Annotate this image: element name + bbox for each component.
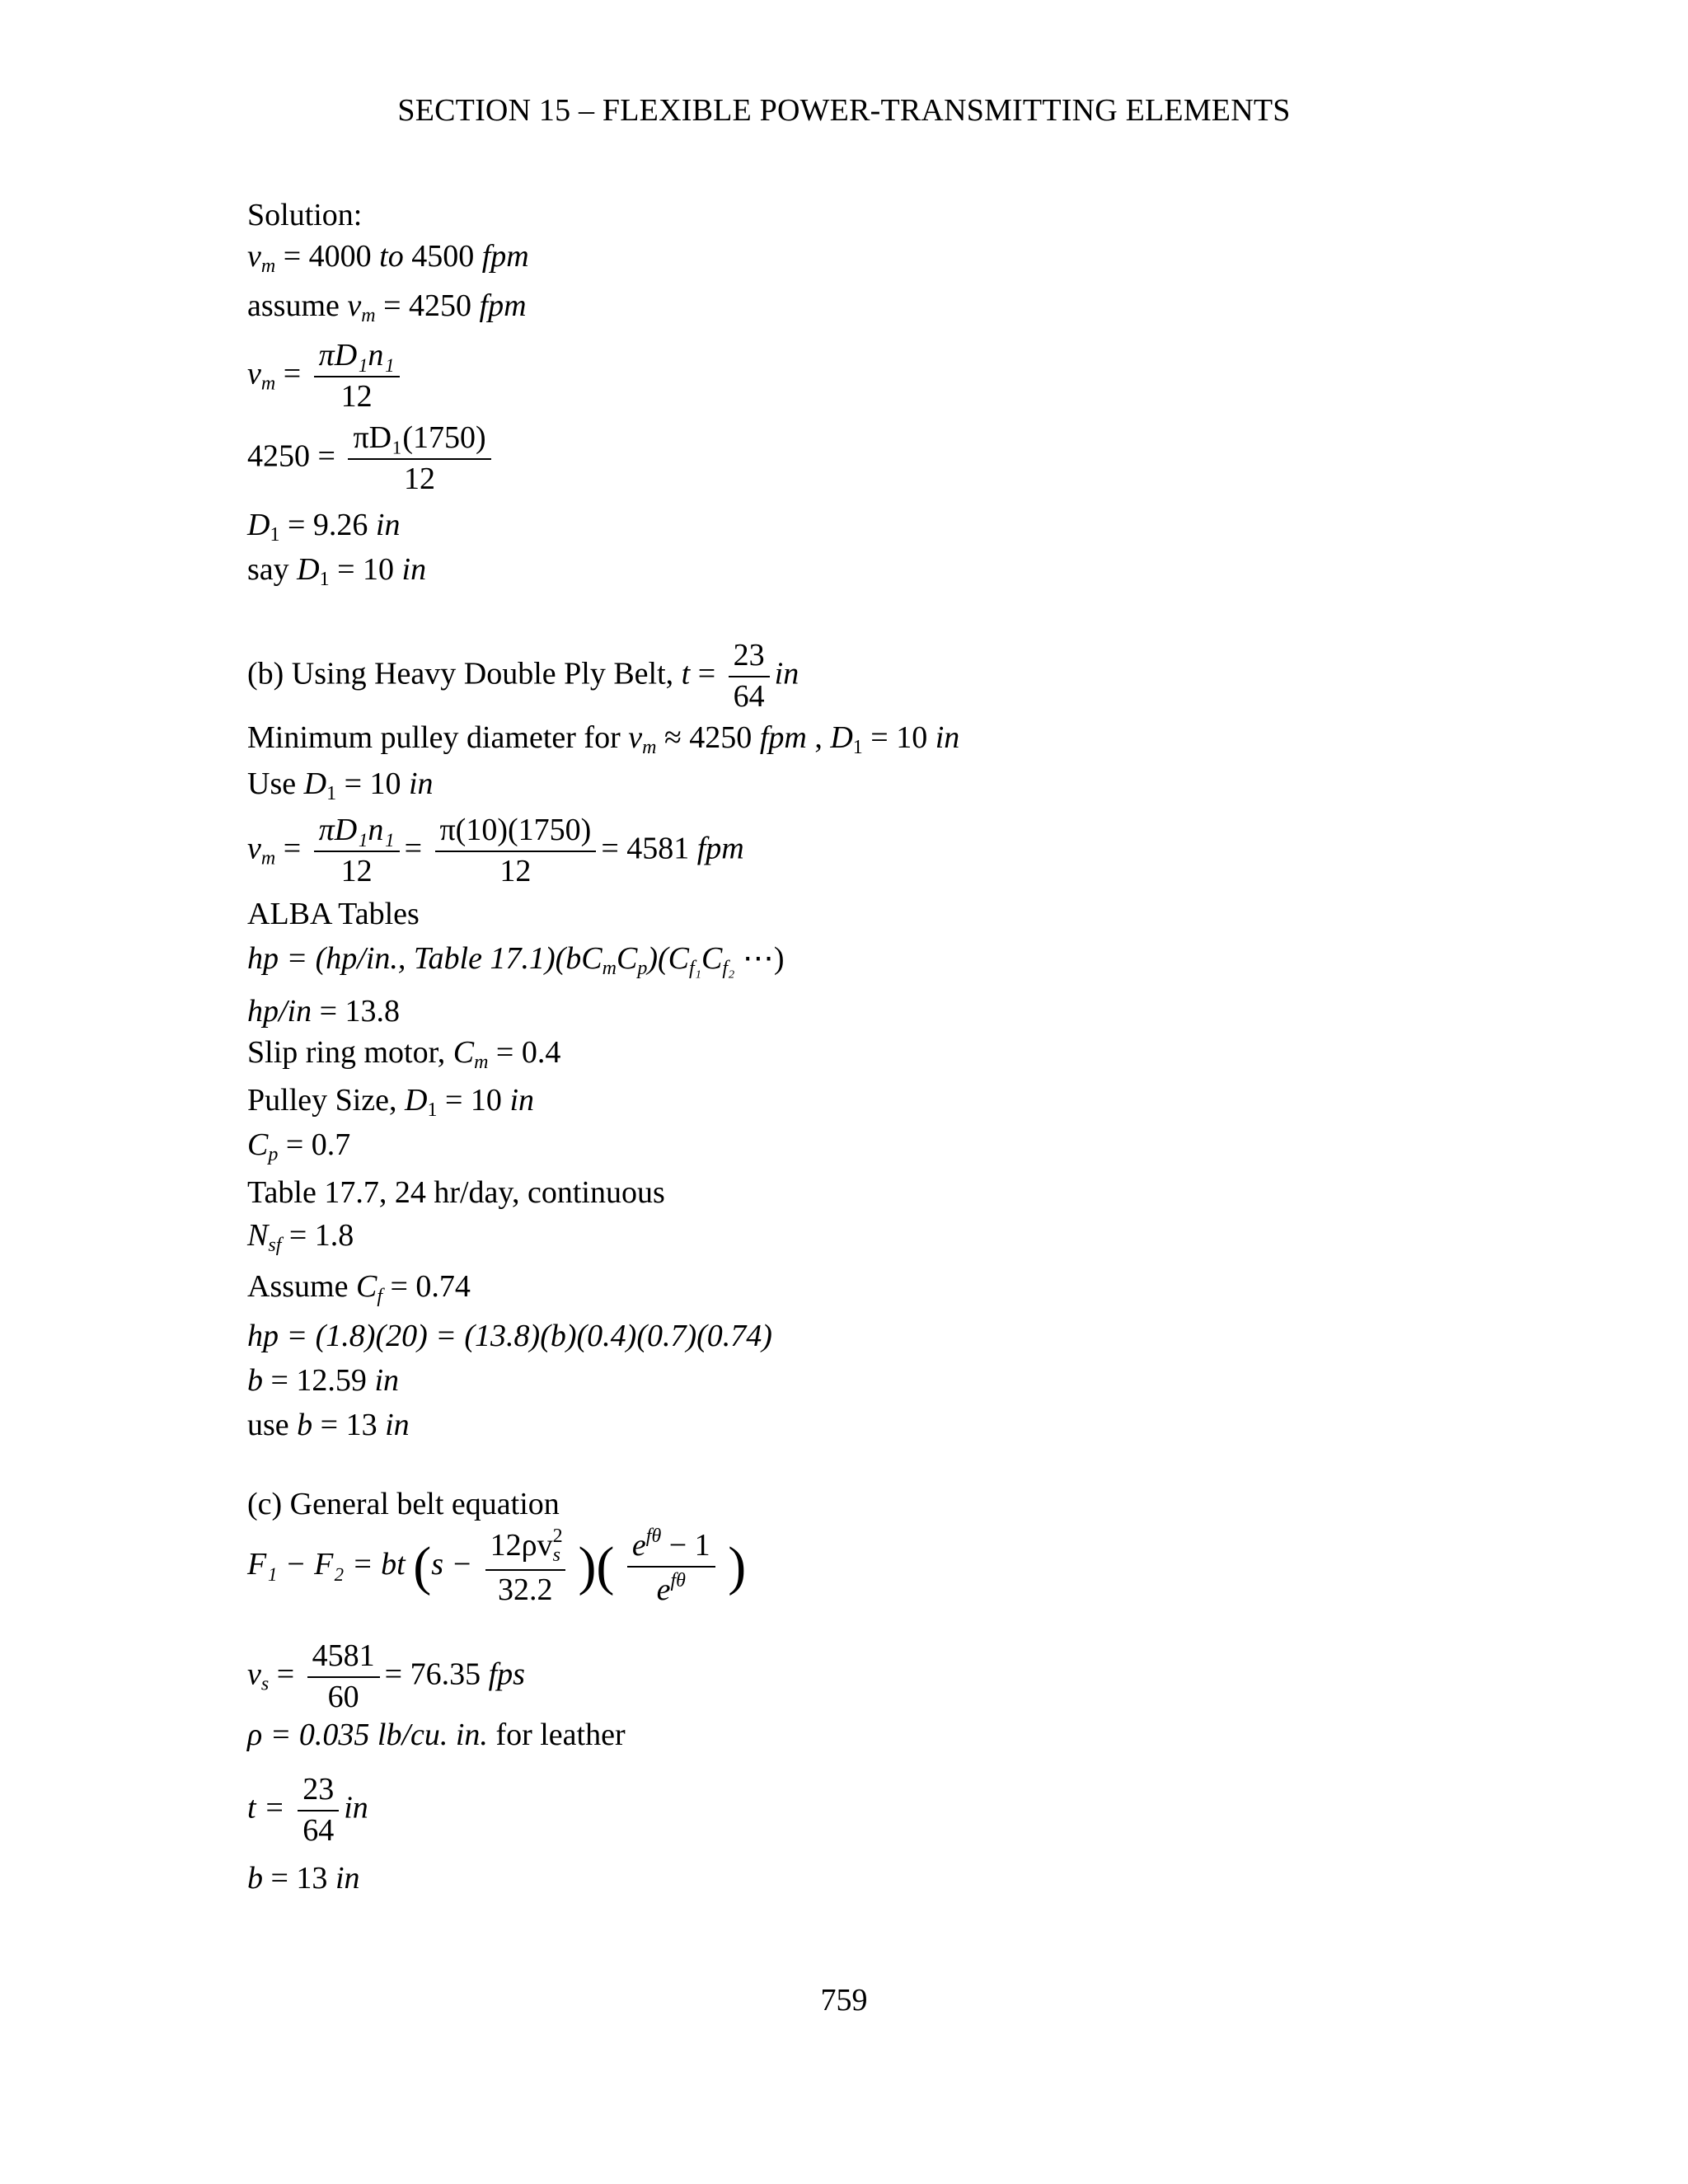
eq-vm-calc: $v_m$ = $\frac{\text{πD₁n₁}}{12}$ = $\frac{\pi(10)(1750)}{12}$ = 4581 fpm <box>247 813 744 888</box>
eq-rho: ρ = 0.035 lb/cu. in. for leather <box>247 1718 626 1752</box>
eq-vm-range: $v_m = 4000$ to 4500 fpm <box>247 239 529 277</box>
fraction: $\frac{\pi(10)(1750)}{12}$ <box>435 814 597 888</box>
eq-t: t = $\frac{23}{64}$ in <box>247 1772 368 1848</box>
eq-assume-cf: Assume $C_f = 0.74$ <box>247 1269 471 1307</box>
fraction: $\frac{4581}{60}$ <box>307 1640 380 1714</box>
eq-say-d1: say $D_1 = 10$ in <box>247 552 427 590</box>
eq-pulley-size: Pulley Size, $D_1 = 10$ in <box>247 1083 534 1121</box>
part-b-title: (b) Using Heavy Double Ply Belt, t = $\frac{23}{64}$ in <box>247 638 799 714</box>
fraction: $\frac{23}{64}$ <box>298 1774 339 1848</box>
eq-cp: $C_p = 0.7$ <box>247 1127 351 1165</box>
eq-min-pulley: Minimum pulley diameter for $v_m \approx 4250$ fpm , $D_1 = 10$ in <box>247 720 960 758</box>
fraction: $\frac{12\rho v^2_s}{32.2}$ <box>485 1526 565 1607</box>
fraction: $\frac{23}{64}$ <box>729 640 770 714</box>
eq-use-b: use b = 13 in <box>247 1408 410 1442</box>
eq-assume-vm: assume $v_m = 4250$ fpm <box>247 288 527 326</box>
eq-vm-formula: $v_m$ = $\frac{\text{πD₁n₁}}{12}$ <box>247 340 405 414</box>
fraction: $\frac{\text{πD₁n₁}}{12}$ <box>314 814 400 888</box>
fraction: $\frac{e^{f\theta} - 1}{e^{f\theta}}$ <box>627 1526 715 1607</box>
solution-label: Solution: <box>247 198 363 232</box>
page-number: 759 <box>820 1983 868 2018</box>
alba-tables-label: ALBA Tables <box>247 897 420 931</box>
eq-general-belt: F₁ − F₂ = bt (s − $\frac{12\rho v^2_s}{32.2}$ )( $\frac{e^{f\theta} - 1}{e^{f\theta}}$ ) <box>247 1526 747 1608</box>
eq-hp-per-in: hp/in = 13.8 <box>247 994 401 1029</box>
eq-hp-formula: hp = (hp/in., Table $17.1)(bC_mC_p)(C_{f_1}C_{f_2}$ ⋯) <box>247 941 785 979</box>
eq-vs: $v_s$ = $\frac{4581}{60}$ = 76.35 fps <box>247 1638 525 1714</box>
table-reference: Table 17.7, 24 hr/day, continuous <box>247 1175 665 1210</box>
fraction: $\frac{\text{πD₁(1750)}}{12}$ <box>348 422 490 496</box>
eq-b-result: b = 12.59 in <box>247 1363 399 1398</box>
eq-use-d1: Use $D_1 = 10$ in <box>247 766 434 804</box>
part-c-title: (c) General belt equation <box>247 1487 560 1521</box>
eq-vm-substituted: 4250 = $\frac{\text{πD₁(1750)}}{12}$ <box>247 422 496 496</box>
eq-hp-numeric: hp = (1.8)(20) = (13.8)(b)(0.4)(0.7)(0.74) <box>247 1319 772 1353</box>
eq-nsf: $N_{sf} = 1.8$ <box>247 1218 354 1256</box>
fraction: $\frac{\text{πD₁n₁}}{12}$ <box>314 340 400 414</box>
page-header: SECTION 15 – FLEXIBLE POWER-TRANSMITTING ELEMENTS <box>397 93 1291 128</box>
eq-b-final: b = 13 in <box>247 1861 360 1896</box>
eq-slip-ring: Slip ring motor, $C_m = 0.4$ <box>247 1035 561 1073</box>
eq-d1-result: $D_1 = 9.26$ in <box>247 508 401 546</box>
